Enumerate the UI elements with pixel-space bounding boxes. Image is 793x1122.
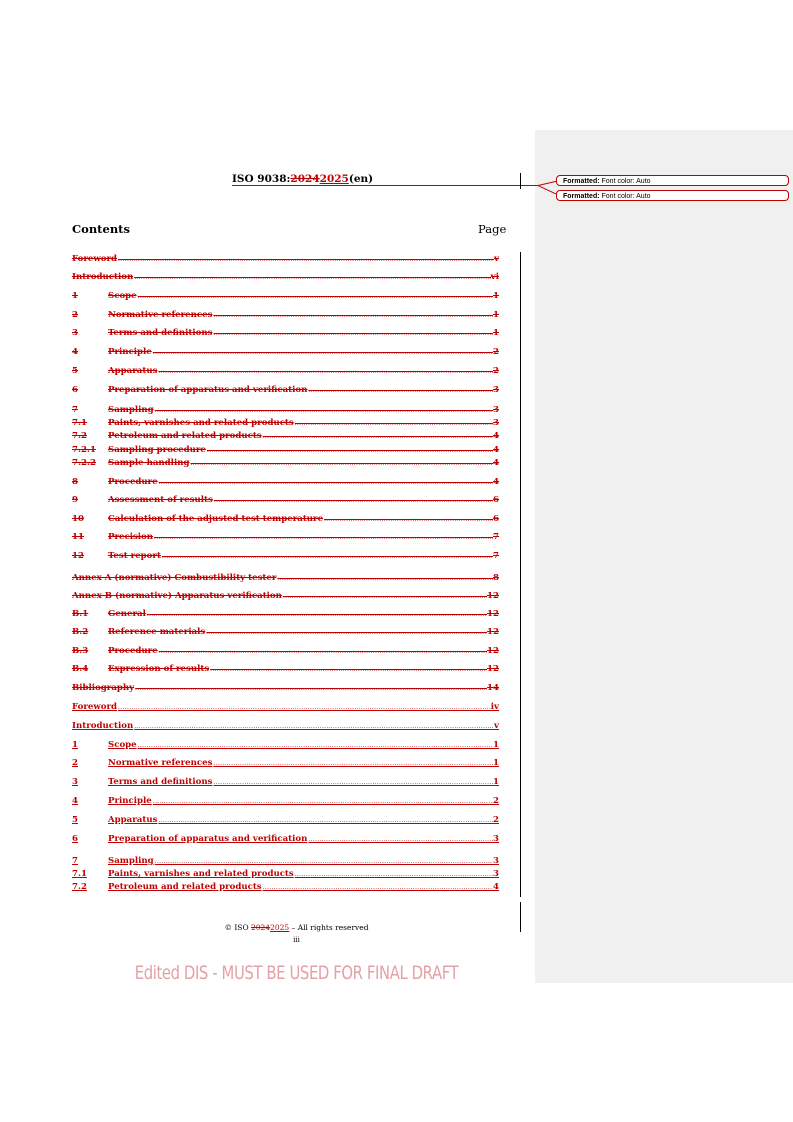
toc-entry[interactable] <box>72 882 499 894</box>
toc-entry-page: 4 <box>493 445 499 455</box>
toc-entry[interactable] <box>72 405 499 417</box>
toc-entry-number: 2 <box>72 758 78 768</box>
toc-entry[interactable] <box>72 664 499 676</box>
toc-entry[interactable] <box>72 385 499 397</box>
toc-leader-dots <box>133 723 494 730</box>
toc-leader-dots <box>158 648 487 655</box>
change-bar <box>520 173 521 189</box>
toc-entry[interactable] <box>72 721 499 733</box>
toc-entry[interactable] <box>72 532 499 544</box>
toc-leader-dots <box>161 553 493 560</box>
toc-entry-page: 3 <box>493 418 499 428</box>
toc-entry[interactable] <box>72 458 499 470</box>
toc-entry-number: 3 <box>72 777 78 787</box>
toc-entry-page: 1 <box>493 758 499 768</box>
toc-entry-number: 3 <box>72 328 78 338</box>
toc-entry-title: Sampling <box>108 856 154 866</box>
toc-entry-page: 1 <box>493 310 499 320</box>
toc-entry[interactable] <box>72 291 499 303</box>
toc-entry-title: Precision <box>108 532 154 542</box>
toc-entry-title: Procedure <box>108 477 158 487</box>
toc-leader-dots <box>276 575 493 582</box>
toc-entry[interactable] <box>72 740 499 752</box>
toc-leader-dots <box>154 858 493 865</box>
toc-entry[interactable] <box>72 702 499 714</box>
toc-entry-page: 1 <box>493 740 499 750</box>
toc-entry-page: 3 <box>493 869 499 879</box>
toc-entry-title: Test report <box>108 551 161 561</box>
comment-text: Font color: Auto <box>601 193 651 200</box>
toc-entry-title: Petroleum and related products <box>108 431 262 441</box>
toc-entry-title: Sampling <box>108 405 154 415</box>
toc-entry-number: 8 <box>72 477 78 487</box>
toc-leader-dots <box>152 798 493 805</box>
toc-entry-page: 3 <box>493 834 499 844</box>
toc-entry-page: 4 <box>493 431 499 441</box>
toc-entry-page: 3 <box>493 405 499 415</box>
toc-entry-page: 2 <box>493 347 499 357</box>
toc-entry[interactable] <box>72 869 499 881</box>
toc-entry-number: 7.1 <box>72 418 87 428</box>
toc-entry[interactable] <box>72 477 499 489</box>
toc-entry[interactable] <box>72 418 499 430</box>
toc-leader-dots <box>189 460 493 467</box>
toc-leader-dots <box>212 312 493 319</box>
toc-entry[interactable] <box>72 796 499 808</box>
toc-entry-title: Normative references <box>108 310 213 320</box>
toc-entry[interactable] <box>72 683 499 695</box>
toc-entry-page: 12 <box>487 646 499 656</box>
comment-margin-pane <box>535 130 793 983</box>
toc-entry-number: B.2 <box>72 627 89 637</box>
toc-entry-number: 1 <box>72 291 78 301</box>
toc-entry-page: 2 <box>493 815 499 825</box>
toc-entry-title: Expression of results <box>108 664 210 674</box>
toc-entry[interactable] <box>72 777 499 789</box>
comment-label: Formatted: <box>563 178 600 185</box>
toc-leader-dots <box>323 516 493 523</box>
toc-leader-dots <box>134 685 487 692</box>
toc-entry-page: 2 <box>493 366 499 376</box>
toc-entry-page: 6 <box>493 495 499 505</box>
toc-entry-number: 4 <box>72 796 78 806</box>
toc-entry-title: Procedure <box>108 646 158 656</box>
toc-entry-number: 7 <box>72 856 78 866</box>
toc-entry-number: 1 <box>72 740 78 750</box>
toc-entry-title: Bibliography <box>72 683 135 693</box>
toc-entry-number: B.4 <box>72 664 89 674</box>
footer-year-inserted: 2025 <box>270 923 290 932</box>
toc-entry[interactable] <box>72 646 499 658</box>
toc-entry[interactable] <box>72 609 499 621</box>
toc-entry-number: 9 <box>72 495 78 505</box>
toc-entry-page: vi <box>490 272 499 282</box>
toc-entry-title: Scope <box>108 740 137 750</box>
toc-entry[interactable] <box>72 758 499 770</box>
toc-entry-title: Introduction <box>72 272 134 282</box>
toc-entry[interactable] <box>72 514 499 526</box>
toc-entry-page: 12 <box>487 627 499 637</box>
toc-leader-dots <box>117 256 494 263</box>
toc-entry-number: 7 <box>72 405 78 415</box>
toc-entry-number: 2 <box>72 310 78 320</box>
comment-anchor-line <box>232 185 538 186</box>
toc-entry-page: 8 <box>493 573 499 583</box>
toc-entry-page: 12 <box>487 664 499 674</box>
watermark: Edited DIS - MUST BE USED FOR FINAL DRAFT <box>134 962 459 984</box>
toc-entry-page: 12 <box>487 609 499 619</box>
toc-leader-dots <box>157 817 493 824</box>
header-prefix: ISO 9038: <box>232 173 291 185</box>
toc-entry-title: Preparation of apparatus and verification <box>108 385 308 395</box>
toc-entry-number: 7.2 <box>72 882 87 892</box>
toc-leader-dots <box>117 704 491 711</box>
toc-entry-number: 10 <box>72 514 84 524</box>
toc-entry-title: Reference materials <box>108 627 206 637</box>
toc-entry-number: 7.1 <box>72 869 87 879</box>
toc-entry-title: Normative references <box>108 758 213 768</box>
toc-entry-page: v <box>494 254 499 264</box>
toc-entry[interactable] <box>72 815 499 827</box>
toc-entry[interactable] <box>72 834 499 846</box>
toc-entry-number: 7.2.1 <box>72 445 96 455</box>
toc-entry-title: Annex A (normative) Combustibility tester <box>72 573 277 583</box>
toc-entry-title: Sample handling <box>108 458 190 468</box>
toc-entry[interactable] <box>72 366 499 378</box>
footer-prefix: © ISO <box>224 923 251 932</box>
footer-year-deleted: 2024 <box>250 923 271 932</box>
toc-entry-title: Annex B (normative) Apparatus verification <box>72 591 282 601</box>
toc-entry[interactable] <box>72 445 499 457</box>
toc-entry-title: Paints, varnishes and related products <box>108 418 294 428</box>
toc-entry[interactable] <box>72 627 499 639</box>
comment-balloon[interactable] <box>556 190 789 201</box>
header-suffix: (en) <box>348 173 374 185</box>
contents-title: Contents <box>72 222 130 236</box>
toc-entry-number: 6 <box>72 385 78 395</box>
toc-entry-number: 7.2.2 <box>72 458 96 468</box>
toc-entry[interactable] <box>72 431 499 443</box>
toc-entry-title: Calculation of the adjusted test temperature <box>108 514 324 524</box>
toc-leader-dots <box>154 407 493 414</box>
toc-entry-title: Terms and definitions <box>108 328 213 338</box>
toc-entry-page: 14 <box>487 683 499 693</box>
toc-leader-dots <box>307 836 493 843</box>
toc-entry-title: Preparation of apparatus and verification <box>108 834 308 844</box>
toc-entry-title: Terms and definitions <box>108 777 213 787</box>
toc-leader-dots <box>146 611 487 618</box>
header-year-deleted: 2024 <box>290 173 320 185</box>
change-bar <box>520 252 521 897</box>
toc-entry-number: 5 <box>72 366 78 376</box>
toc-entry-title: Assessment of results <box>108 495 213 505</box>
toc-entry-title: General <box>108 609 146 619</box>
toc-leader-dots <box>158 479 493 486</box>
toc-entry-title: Introduction <box>72 721 134 731</box>
toc-leader-dots <box>152 349 493 356</box>
toc-leader-dots <box>153 534 493 541</box>
toc-entry-page: 1 <box>493 777 499 787</box>
toc-entry-page: 2 <box>493 796 499 806</box>
toc-entry-page: iv <box>490 702 499 712</box>
toc-entry-number: 6 <box>72 834 78 844</box>
toc-entry-number: 5 <box>72 815 78 825</box>
toc-leader-dots <box>262 433 493 440</box>
toc-entry-page: 3 <box>493 856 499 866</box>
toc-entry-title: Foreword <box>72 702 118 712</box>
toc-entry-title: Principle <box>108 347 152 357</box>
toc-entry-page: 7 <box>493 532 499 542</box>
toc-leader-dots <box>212 779 493 786</box>
toc-entry-page: 4 <box>493 477 499 487</box>
toc-entry-title: Apparatus <box>108 366 158 376</box>
toc-leader-dots <box>262 884 493 891</box>
toc-entry-page: 4 <box>493 458 499 468</box>
toc-entry-page: 4 <box>493 882 499 892</box>
page-column-label: Page <box>478 222 507 236</box>
toc-entry[interactable] <box>72 573 499 585</box>
toc-entry-title: Apparatus <box>108 815 158 825</box>
comment-label: Formatted: <box>563 193 600 200</box>
toc-leader-dots <box>209 666 487 673</box>
toc-leader-dots <box>137 742 493 749</box>
toc-leader-dots <box>307 387 493 394</box>
toc-entry-page: 1 <box>493 291 499 301</box>
toc-entry-page: 6 <box>493 514 499 524</box>
toc-entry-number: B.3 <box>72 646 89 656</box>
toc-leader-dots <box>294 871 493 878</box>
toc-leader-dots <box>205 629 487 636</box>
toc-entry[interactable] <box>72 856 499 868</box>
toc-leader-dots <box>213 497 493 504</box>
toc-entry[interactable] <box>72 591 499 603</box>
toc-entry[interactable] <box>72 347 499 359</box>
toc-leader-dots <box>157 368 493 375</box>
comment-text: Font color: Auto <box>601 178 651 185</box>
toc-entry-title: Paints, varnishes and related products <box>108 869 294 879</box>
toc-entry[interactable] <box>72 328 499 340</box>
toc-entry[interactable] <box>72 254 499 266</box>
toc-entry-number: B.1 <box>72 609 89 619</box>
comment-balloon[interactable] <box>556 175 789 186</box>
toc-entry[interactable] <box>72 551 499 563</box>
toc-entry-title: Foreword <box>72 254 118 264</box>
header-year-inserted: 2025 <box>319 173 349 185</box>
page-number: iii <box>293 936 300 944</box>
toc-entry-number: 7.2 <box>72 431 87 441</box>
toc-entry-title: Principle <box>108 796 152 806</box>
toc-entry[interactable] <box>72 310 499 322</box>
toc-entry-title: Scope <box>108 291 137 301</box>
toc-leader-dots <box>206 447 493 454</box>
toc-entry-page: 7 <box>493 551 499 561</box>
toc-entry-number: 4 <box>72 347 78 357</box>
toc-entry-page: 1 <box>493 328 499 338</box>
toc-leader-dots <box>133 274 491 281</box>
toc-entry-page: v <box>494 721 499 731</box>
toc-entry-title: Petroleum and related products <box>108 882 262 892</box>
toc-leader-dots <box>212 330 493 337</box>
document-header <box>232 173 373 185</box>
copyright-footer <box>0 923 593 932</box>
toc-entry[interactable] <box>72 495 499 507</box>
toc-leader-dots <box>137 293 493 300</box>
footer-suffix: – All rights reserved <box>289 923 369 932</box>
toc-entry-number: 12 <box>72 551 84 561</box>
toc-entry-page: 3 <box>493 385 499 395</box>
toc-leader-dots <box>294 420 493 427</box>
toc-leader-dots <box>212 760 493 767</box>
toc-entry-page: 12 <box>487 591 499 601</box>
toc-entry[interactable] <box>72 272 499 284</box>
toc-entry-title: Sampling procedure <box>108 445 206 455</box>
toc-leader-dots <box>282 593 487 600</box>
toc-entry-number: 11 <box>72 532 84 542</box>
